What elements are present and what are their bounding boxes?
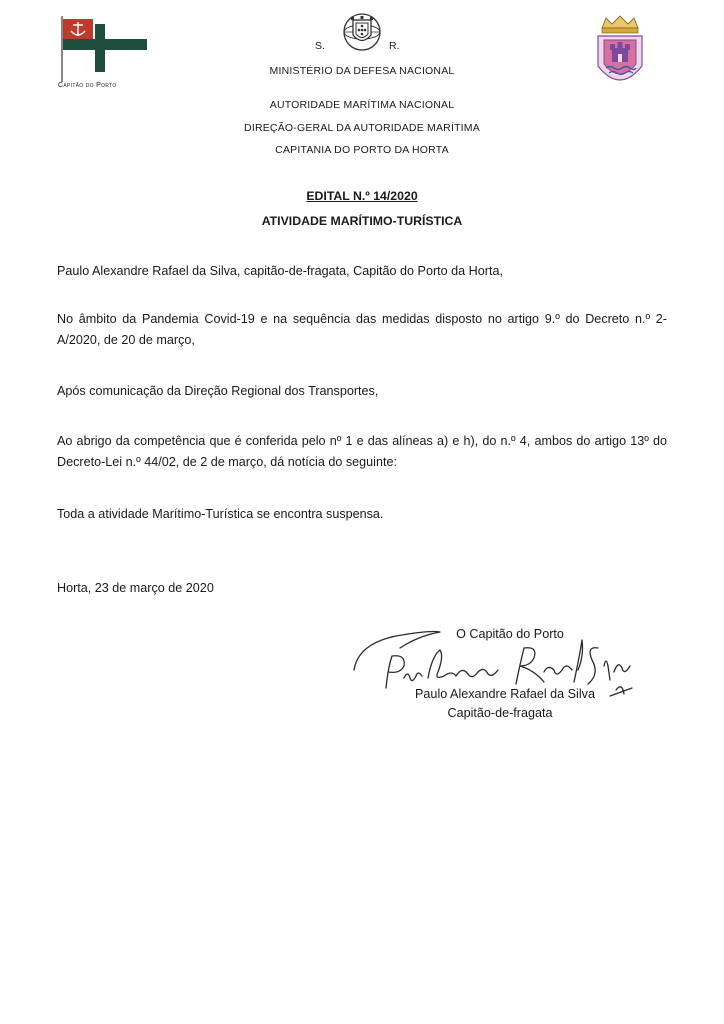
- place-date: Horta, 23 de março de 2020: [57, 581, 214, 595]
- center-emblem: [308, 10, 418, 56]
- ministry-name: MINISTÉRIO DA DEFESA NACIONAL: [269, 65, 455, 77]
- capitania-horta-crest: [592, 14, 648, 94]
- left-logo-caption: Capitão do Porto: [58, 82, 117, 89]
- capitania-horta-crest-icon: [592, 14, 648, 94]
- authority-line-2: DIREÇÃO-GERAL DA AUTORIDADE MARÍTIMA: [244, 122, 480, 134]
- portuguese-arms-icon: [339, 10, 385, 52]
- authority-line-1: AUTORIDADE MARÍTIMA NACIONAL: [269, 99, 455, 111]
- signature-role: O Capitão do Porto: [456, 627, 564, 641]
- paragraph-context: No âmbito da Pandemia Covid-19 e na sequência das medidas disposto no artigo 9.º do Decreto n.º 2-A/2020, de 20 de março,: [57, 312, 667, 347]
- edital-subject: ATIVIDADE MARÍTIMO-TURÍSTICA: [261, 214, 463, 228]
- authority-line-3: CAPITANIA DO PORTO DA HORTA: [275, 144, 449, 156]
- signature-rank: Capitão-de-fragata: [447, 706, 553, 720]
- signature-name: Paulo Alexandre Rafael da Silva: [415, 687, 595, 701]
- paragraph-legal-basis: Ao abrigo da competência que é conferida pelo nº 1 e das alíneas a) e h), do n.º 4, ambos do artigo 13º do Decreto-Lei n.º 44/02, de 2 de março, dá notícia do seguinte:: [57, 434, 667, 469]
- paragraph-suspension: Toda a atividade Marítimo-Turística se encontra suspensa.: [57, 507, 384, 521]
- edital-number: EDITAL N.º 14/2020: [306, 189, 418, 203]
- emblem-right-letter: R.: [389, 40, 400, 52]
- paragraph-issuer: Paulo Alexandre Rafael da Silva, capitão-de-fragata, Capitão do Porto da Horta,: [57, 264, 503, 278]
- capitao-do-porto-logo: [58, 14, 154, 94]
- edital-title: [0, 189, 724, 203]
- emblem-left-letter: S.: [315, 40, 325, 52]
- paragraph-communication: Após comunicação da Direção Regional dos Transportes,: [57, 384, 379, 398]
